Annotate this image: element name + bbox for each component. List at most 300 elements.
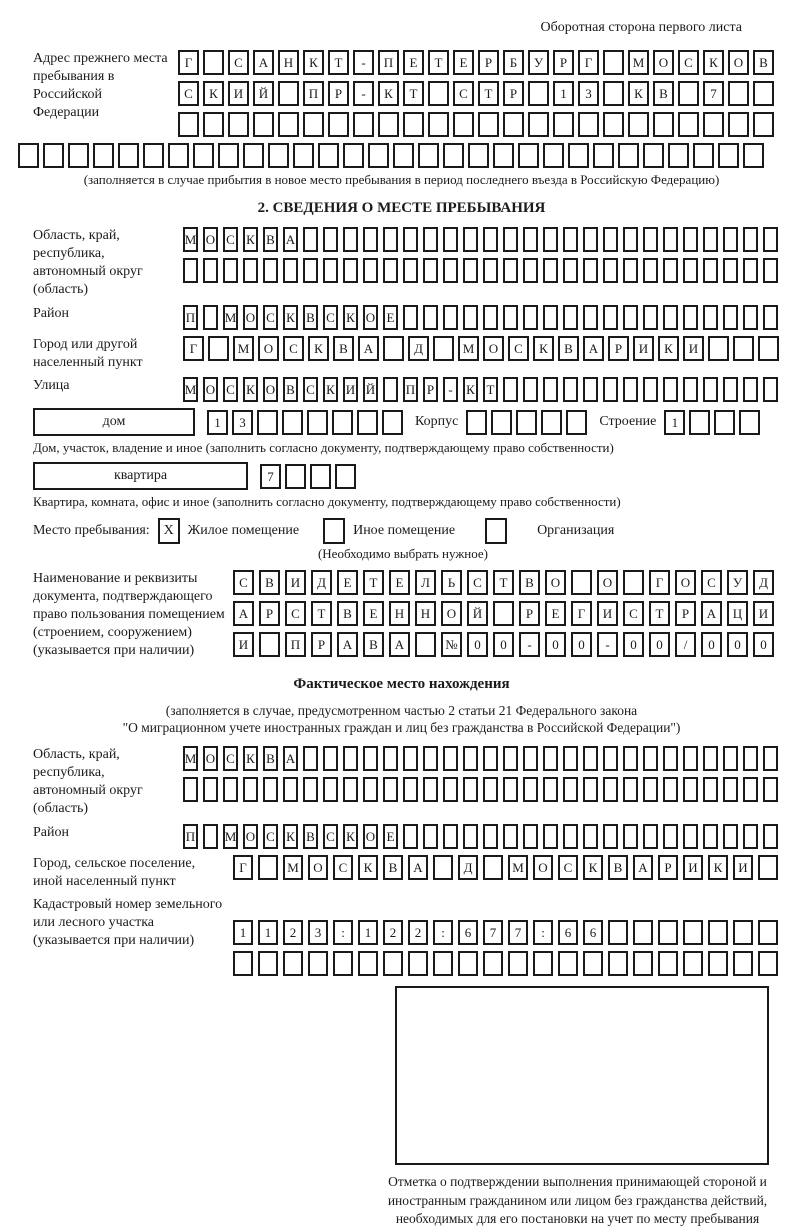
char-cell <box>283 258 298 283</box>
char-cell <box>543 227 558 252</box>
char-cell: К <box>533 336 554 361</box>
raion3-row <box>183 824 778 849</box>
char-cell <box>333 951 353 976</box>
char-cell: Г <box>649 570 670 595</box>
char-cell <box>563 227 578 252</box>
char-cell <box>423 777 438 802</box>
char-cell <box>623 305 638 330</box>
char-cell: Т <box>403 81 424 106</box>
char-cell <box>623 824 638 849</box>
char-cell <box>403 112 424 137</box>
char-cell <box>423 746 438 771</box>
char-cell <box>303 746 318 771</box>
char-cell: Д <box>311 570 332 595</box>
char-cell: № <box>441 632 462 657</box>
char-cell <box>663 824 678 849</box>
char-cell: Б <box>503 50 524 75</box>
char-cell <box>543 824 558 849</box>
char-cell: 2 <box>408 920 428 945</box>
char-cell <box>259 632 280 657</box>
char-cell <box>491 410 512 435</box>
char-cell: О <box>363 305 378 330</box>
char-cell: Л <box>415 570 436 595</box>
char-cell <box>583 824 598 849</box>
gorod3-row <box>233 855 778 880</box>
char-cell: 3 <box>578 81 599 106</box>
char-cell <box>468 143 489 168</box>
char-cell: Е <box>363 601 384 626</box>
char-cell: Г <box>578 50 599 75</box>
char-cell: В <box>303 824 318 849</box>
char-cell <box>643 258 658 283</box>
char-cell: Р <box>675 601 696 626</box>
char-cell <box>203 305 218 330</box>
oblast3-row-1 <box>183 746 778 771</box>
gorod3-field <box>33 855 770 891</box>
char-cell: 6 <box>558 920 578 945</box>
char-cell: И <box>343 377 358 402</box>
korpus-label: Корпус <box>415 414 459 430</box>
char-cell <box>703 824 718 849</box>
char-cell <box>763 305 778 330</box>
char-cell: 7 <box>260 464 281 489</box>
char-cell: С <box>333 855 353 880</box>
char-cell: С <box>303 377 318 402</box>
char-cell <box>583 377 598 402</box>
char-cell: И <box>733 855 753 880</box>
char-cell <box>463 227 478 252</box>
char-cell: Р <box>503 81 524 106</box>
char-cell <box>643 824 658 849</box>
char-cell <box>723 227 738 252</box>
char-cell: Р <box>311 632 332 657</box>
char-cell <box>503 258 518 283</box>
char-cell <box>423 824 438 849</box>
char-cell <box>743 777 758 802</box>
oblast3-field <box>33 746 770 818</box>
char-cell <box>478 112 499 137</box>
char-cell <box>758 336 779 361</box>
char-cell <box>268 143 289 168</box>
char-cell <box>203 777 218 802</box>
char-cell <box>643 143 664 168</box>
char-cell: 0 <box>545 632 566 657</box>
char-cell: 1 <box>233 920 253 945</box>
char-cell <box>603 112 624 137</box>
char-cell: Й <box>253 81 274 106</box>
char-cell <box>563 746 578 771</box>
char-cell: Е <box>383 305 398 330</box>
char-cell: О <box>203 377 218 402</box>
char-cell <box>743 258 758 283</box>
char-cell <box>463 746 478 771</box>
char-cell <box>343 777 358 802</box>
char-cell <box>633 920 653 945</box>
char-cell: К <box>358 855 378 880</box>
char-cell: У <box>727 570 748 595</box>
char-cell: К <box>243 227 258 252</box>
char-cell <box>423 305 438 330</box>
char-cell <box>703 227 718 252</box>
char-cell <box>368 143 389 168</box>
char-cell <box>483 777 498 802</box>
char-cell <box>178 112 199 137</box>
char-cell <box>763 258 778 283</box>
char-cell <box>303 777 318 802</box>
char-cell <box>653 112 674 137</box>
kadastr-row-2 <box>233 951 778 976</box>
char-cell: М <box>183 227 198 252</box>
char-cell <box>523 824 538 849</box>
char-cell <box>363 227 378 252</box>
char-cell <box>383 951 403 976</box>
char-cell: 1 <box>207 410 228 435</box>
char-cell <box>443 227 458 252</box>
char-cell <box>623 227 638 252</box>
char-cell: М <box>233 336 254 361</box>
char-cell: А <box>701 601 722 626</box>
char-cell: О <box>363 824 378 849</box>
char-cell <box>258 855 278 880</box>
char-cell <box>683 305 698 330</box>
char-cell: С <box>283 336 304 361</box>
char-cell: Р <box>658 855 678 880</box>
char-cell <box>503 112 524 137</box>
char-cell <box>523 258 538 283</box>
char-cell <box>415 632 436 657</box>
char-cell: К <box>708 855 728 880</box>
char-cell <box>643 227 658 252</box>
char-cell <box>483 227 498 252</box>
char-cell: В <box>283 377 298 402</box>
char-cell <box>508 951 528 976</box>
char-cell <box>663 305 678 330</box>
char-cell: И <box>285 570 306 595</box>
char-cell <box>663 777 678 802</box>
checkbox-organizatsiya <box>485 518 507 544</box>
char-cell <box>683 377 698 402</box>
gorod-field <box>33 336 770 372</box>
char-cell: П <box>303 81 324 106</box>
char-cell <box>723 777 738 802</box>
section2-title: 2. СВЕДЕНИЯ О МЕСТЕ ПРЕБЫВАНИЯ <box>257 200 546 216</box>
char-cell: Е <box>403 50 424 75</box>
char-cell: Г <box>183 336 204 361</box>
char-cell <box>353 112 374 137</box>
char-cell <box>303 258 318 283</box>
dom-cells <box>207 410 403 435</box>
stamp-area <box>395 986 769 1165</box>
char-cell <box>282 410 303 435</box>
char-cell <box>608 920 628 945</box>
char-cell: А <box>408 855 428 880</box>
char-cell <box>503 777 518 802</box>
char-cell <box>433 336 454 361</box>
char-cell: 1 <box>553 81 574 106</box>
oblast-label: Область, край, республика, автономный округ (область) <box>33 228 143 297</box>
raion-label: Район <box>33 305 69 321</box>
char-cell <box>503 746 518 771</box>
char-cell: Р <box>478 50 499 75</box>
char-cell: В <box>363 632 384 657</box>
char-cell <box>68 143 89 168</box>
char-cell: 0 <box>493 632 514 657</box>
char-cell: 6 <box>583 920 603 945</box>
char-cell <box>363 746 378 771</box>
char-cell: Е <box>453 50 474 75</box>
char-cell <box>763 824 778 849</box>
char-cell <box>693 143 714 168</box>
char-cell <box>503 305 518 330</box>
char-cell <box>383 258 398 283</box>
char-cell <box>443 305 458 330</box>
char-cell <box>663 227 678 252</box>
char-cell <box>418 143 439 168</box>
char-cell <box>433 855 453 880</box>
char-cell: С <box>223 746 238 771</box>
char-cell: И <box>633 336 654 361</box>
char-cell <box>566 410 587 435</box>
char-cell <box>739 410 760 435</box>
document-row-1 <box>233 570 774 595</box>
char-cell <box>382 410 403 435</box>
char-cell <box>483 824 498 849</box>
raion3-label: Район <box>33 824 69 840</box>
char-cell: : <box>433 920 453 945</box>
char-cell: В <box>383 855 403 880</box>
char-cell: 2 <box>383 920 403 945</box>
char-cell <box>183 777 198 802</box>
char-cell: С <box>285 601 306 626</box>
char-cell <box>578 112 599 137</box>
kvartira-note: Квартира, комната, офис и иное (заполнить согласно документу, подтверждающему право собственности) <box>33 494 621 510</box>
char-cell <box>723 824 738 849</box>
mesto-note: (Необходимо выбрать нужное) <box>317 546 489 562</box>
char-cell: П <box>285 632 306 657</box>
char-cell: О <box>203 227 218 252</box>
char-cell <box>258 951 278 976</box>
char-cell: С <box>233 570 254 595</box>
char-cell <box>763 227 778 252</box>
char-cell <box>563 777 578 802</box>
char-cell <box>753 112 774 137</box>
char-cell <box>243 143 264 168</box>
char-cell <box>733 951 753 976</box>
prev-address-row-1 <box>178 50 774 75</box>
char-cell: Д <box>753 570 774 595</box>
char-cell: 1 <box>664 410 685 435</box>
char-cell <box>303 227 318 252</box>
char-cell: О <box>441 601 462 626</box>
char-cell <box>318 143 339 168</box>
char-cell <box>703 112 724 137</box>
char-cell: П <box>183 305 198 330</box>
char-cell: М <box>458 336 479 361</box>
char-cell <box>335 464 356 489</box>
char-cell <box>714 410 735 435</box>
char-cell <box>403 746 418 771</box>
char-cell <box>563 377 578 402</box>
char-cell <box>168 143 189 168</box>
char-cell: В <box>519 570 540 595</box>
char-cell <box>603 377 618 402</box>
char-cell <box>428 112 449 137</box>
char-cell <box>703 377 718 402</box>
char-cell <box>603 227 618 252</box>
char-cell: И <box>683 855 703 880</box>
char-cell: С <box>508 336 529 361</box>
section3-note-1: (заполняется в случае, предусмотренном частью 2 статьи 21 Федерального закона <box>165 702 638 718</box>
document-row-3 <box>233 632 774 657</box>
char-cell: - <box>353 81 374 106</box>
char-cell: Ц <box>727 601 748 626</box>
char-cell <box>423 227 438 252</box>
char-cell <box>523 746 538 771</box>
char-cell <box>228 112 249 137</box>
char-cell: В <box>259 570 280 595</box>
char-cell: И <box>597 601 618 626</box>
char-cell <box>363 777 378 802</box>
char-cell <box>393 143 414 168</box>
char-cell <box>623 570 644 595</box>
char-cell: 0 <box>467 632 488 657</box>
char-cell: М <box>628 50 649 75</box>
gorod-label: Город или другой населенный пункт <box>33 336 143 370</box>
char-cell: 2 <box>283 920 303 945</box>
char-cell: К <box>323 377 338 402</box>
char-cell <box>403 258 418 283</box>
char-cell: 0 <box>623 632 644 657</box>
char-cell: 6 <box>458 920 478 945</box>
char-cell: Д <box>408 336 429 361</box>
char-cell <box>643 377 658 402</box>
char-cell <box>463 305 478 330</box>
char-cell <box>683 746 698 771</box>
char-cell <box>143 143 164 168</box>
char-cell <box>343 746 358 771</box>
char-cell: Н <box>415 601 436 626</box>
char-cell: С <box>223 377 238 402</box>
char-cell: А <box>283 227 298 252</box>
document-block <box>33 570 770 660</box>
char-cell <box>243 777 258 802</box>
char-cell <box>403 824 418 849</box>
char-cell: В <box>303 305 318 330</box>
char-cell: - <box>353 50 374 75</box>
char-cell <box>323 227 338 252</box>
char-cell: Т <box>363 570 384 595</box>
char-cell: В <box>263 746 278 771</box>
char-cell: : <box>333 920 353 945</box>
char-cell: А <box>358 336 379 361</box>
char-cell: К <box>243 377 258 402</box>
char-cell <box>233 951 253 976</box>
char-cell <box>278 81 299 106</box>
char-cell <box>623 258 638 283</box>
char-cell <box>583 258 598 283</box>
char-cell: К <box>283 824 298 849</box>
char-cell: А <box>233 601 254 626</box>
char-cell <box>523 377 538 402</box>
char-cell <box>603 305 618 330</box>
char-cell: А <box>337 632 358 657</box>
char-cell: О <box>675 570 696 595</box>
char-cell <box>343 227 358 252</box>
char-cell <box>623 377 638 402</box>
char-cell: О <box>483 336 504 361</box>
kvartira-cells <box>260 464 356 489</box>
char-cell <box>493 601 514 626</box>
char-cell: С <box>701 570 722 595</box>
section3-title: Фактическое место нахождения <box>293 675 510 692</box>
char-cell <box>533 951 553 976</box>
char-cell <box>483 746 498 771</box>
char-cell <box>689 410 710 435</box>
char-cell: Г <box>178 50 199 75</box>
char-cell: Е <box>389 570 410 595</box>
char-cell: Т <box>478 81 499 106</box>
char-cell <box>543 305 558 330</box>
gorod-row <box>183 336 779 361</box>
char-cell <box>733 336 754 361</box>
char-cell: Е <box>337 570 358 595</box>
document-label: Наименование и реквизиты документа, подтверждающего право пользования помещением (строением, сооружением) (указывается при наличии) <box>33 571 225 659</box>
char-cell <box>523 305 538 330</box>
char-cell: К <box>343 305 358 330</box>
char-cell <box>343 143 364 168</box>
char-cell: 0 <box>649 632 670 657</box>
char-cell <box>453 112 474 137</box>
char-cell: В <box>653 81 674 106</box>
char-cell <box>403 777 418 802</box>
char-cell <box>358 951 378 976</box>
char-cell <box>363 258 378 283</box>
char-cell <box>603 777 618 802</box>
char-cell: У <box>528 50 549 75</box>
char-cell <box>541 410 562 435</box>
char-cell: П <box>378 50 399 75</box>
char-cell: Т <box>311 601 332 626</box>
option-organizatsiya-label: Организация <box>537 523 615 539</box>
char-cell <box>763 777 778 802</box>
option-zhiloe-label: Жилое помещение <box>187 523 300 539</box>
char-cell: С <box>623 601 644 626</box>
char-cell: И <box>228 81 249 106</box>
char-cell: Р <box>423 377 438 402</box>
checkbox-inoe <box>323 518 345 544</box>
char-cell <box>743 824 758 849</box>
prev-address-row-4 <box>18 143 770 168</box>
char-cell: К <box>283 305 298 330</box>
ulitsa-row <box>183 377 778 402</box>
char-cell <box>758 951 778 976</box>
char-cell <box>528 81 549 106</box>
char-cell: Н <box>278 50 299 75</box>
char-cell: А <box>283 746 298 771</box>
char-cell <box>223 258 238 283</box>
char-cell <box>257 410 278 435</box>
char-cell <box>723 377 738 402</box>
char-cell: М <box>223 824 238 849</box>
char-cell: Н <box>389 601 410 626</box>
char-cell <box>308 951 328 976</box>
char-cell <box>403 305 418 330</box>
char-cell <box>328 112 349 137</box>
raion-row <box>183 305 778 330</box>
char-cell <box>708 951 728 976</box>
char-cell <box>563 305 578 330</box>
char-cell <box>43 143 64 168</box>
